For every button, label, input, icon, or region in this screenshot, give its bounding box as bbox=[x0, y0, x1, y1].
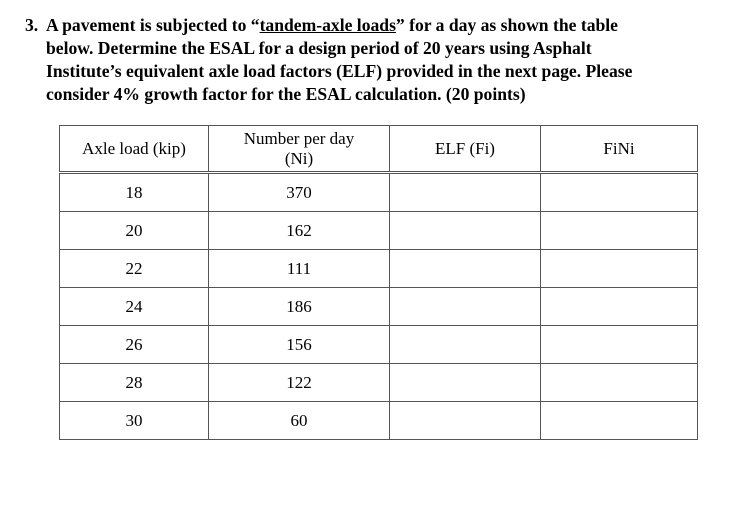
question-line-2: below. Determine the ESAL for a design period of 20 years using Asphalt bbox=[46, 38, 592, 58]
cell-elf bbox=[390, 212, 541, 250]
cell-elf bbox=[390, 250, 541, 288]
cell-axle-load: 30 bbox=[60, 402, 209, 440]
question-line-3: Institute’s equivalent axle load factors (ELF) provided in the next page. Please bbox=[46, 61, 633, 81]
header-axle-load: Axle load (kip) bbox=[60, 126, 209, 173]
table-row bbox=[60, 288, 698, 326]
question-line-4: consider 4% growth factor for the ESAL calculation. (20 points) bbox=[46, 84, 526, 104]
axle-load-table bbox=[59, 125, 698, 440]
table-row bbox=[60, 364, 698, 402]
cell-elf bbox=[390, 326, 541, 364]
header-number-per-day-line2: (Ni) bbox=[284, 148, 314, 168]
cell-number-per-day: 370 bbox=[209, 173, 390, 212]
cell-elf bbox=[390, 288, 541, 326]
cell-number-per-day: 60 bbox=[209, 402, 390, 440]
question-text bbox=[25, 14, 725, 106]
question-line-1-end: ” for a day as shown the table bbox=[395, 15, 618, 35]
cell-elf bbox=[390, 364, 541, 402]
cell-fini bbox=[541, 402, 698, 440]
header-fini: FiNi bbox=[541, 126, 698, 173]
cell-axle-load: 28 bbox=[60, 364, 209, 402]
cell-elf bbox=[390, 402, 541, 440]
cell-fini bbox=[541, 364, 698, 402]
cell-elf bbox=[390, 173, 541, 212]
cell-number-per-day: 111 bbox=[209, 250, 390, 288]
table-row bbox=[60, 326, 698, 364]
question-number: 3. bbox=[25, 15, 39, 35]
cell-number-per-day: 162 bbox=[209, 212, 390, 250]
cell-number-per-day: 156 bbox=[209, 326, 390, 364]
cell-axle-load: 20 bbox=[60, 212, 209, 250]
question-line-1 bbox=[25, 14, 725, 37]
cell-fini bbox=[541, 326, 698, 364]
cell-fini bbox=[541, 212, 698, 250]
cell-number-per-day: 186 bbox=[209, 288, 390, 326]
header-number-per-day bbox=[209, 126, 390, 173]
cell-fini bbox=[541, 173, 698, 212]
cell-axle-load: 18 bbox=[60, 173, 209, 212]
header-number-per-day-line1: Number per day bbox=[243, 128, 355, 148]
cell-fini bbox=[541, 288, 698, 326]
question-line-1-start: A pavement is subjected to “ bbox=[46, 15, 260, 35]
table-row bbox=[60, 173, 698, 212]
table-header-row bbox=[60, 126, 698, 173]
table-row bbox=[60, 250, 698, 288]
cell-number-per-day: 122 bbox=[209, 364, 390, 402]
table-row bbox=[60, 402, 698, 440]
cell-axle-load: 26 bbox=[60, 326, 209, 364]
table-row bbox=[60, 212, 698, 250]
cell-axle-load: 22 bbox=[60, 250, 209, 288]
cell-fini bbox=[541, 250, 698, 288]
question-underlined-term: tandem-axle loads bbox=[259, 15, 396, 35]
header-elf: ELF (Fi) bbox=[390, 126, 541, 173]
cell-axle-load: 24 bbox=[60, 288, 209, 326]
